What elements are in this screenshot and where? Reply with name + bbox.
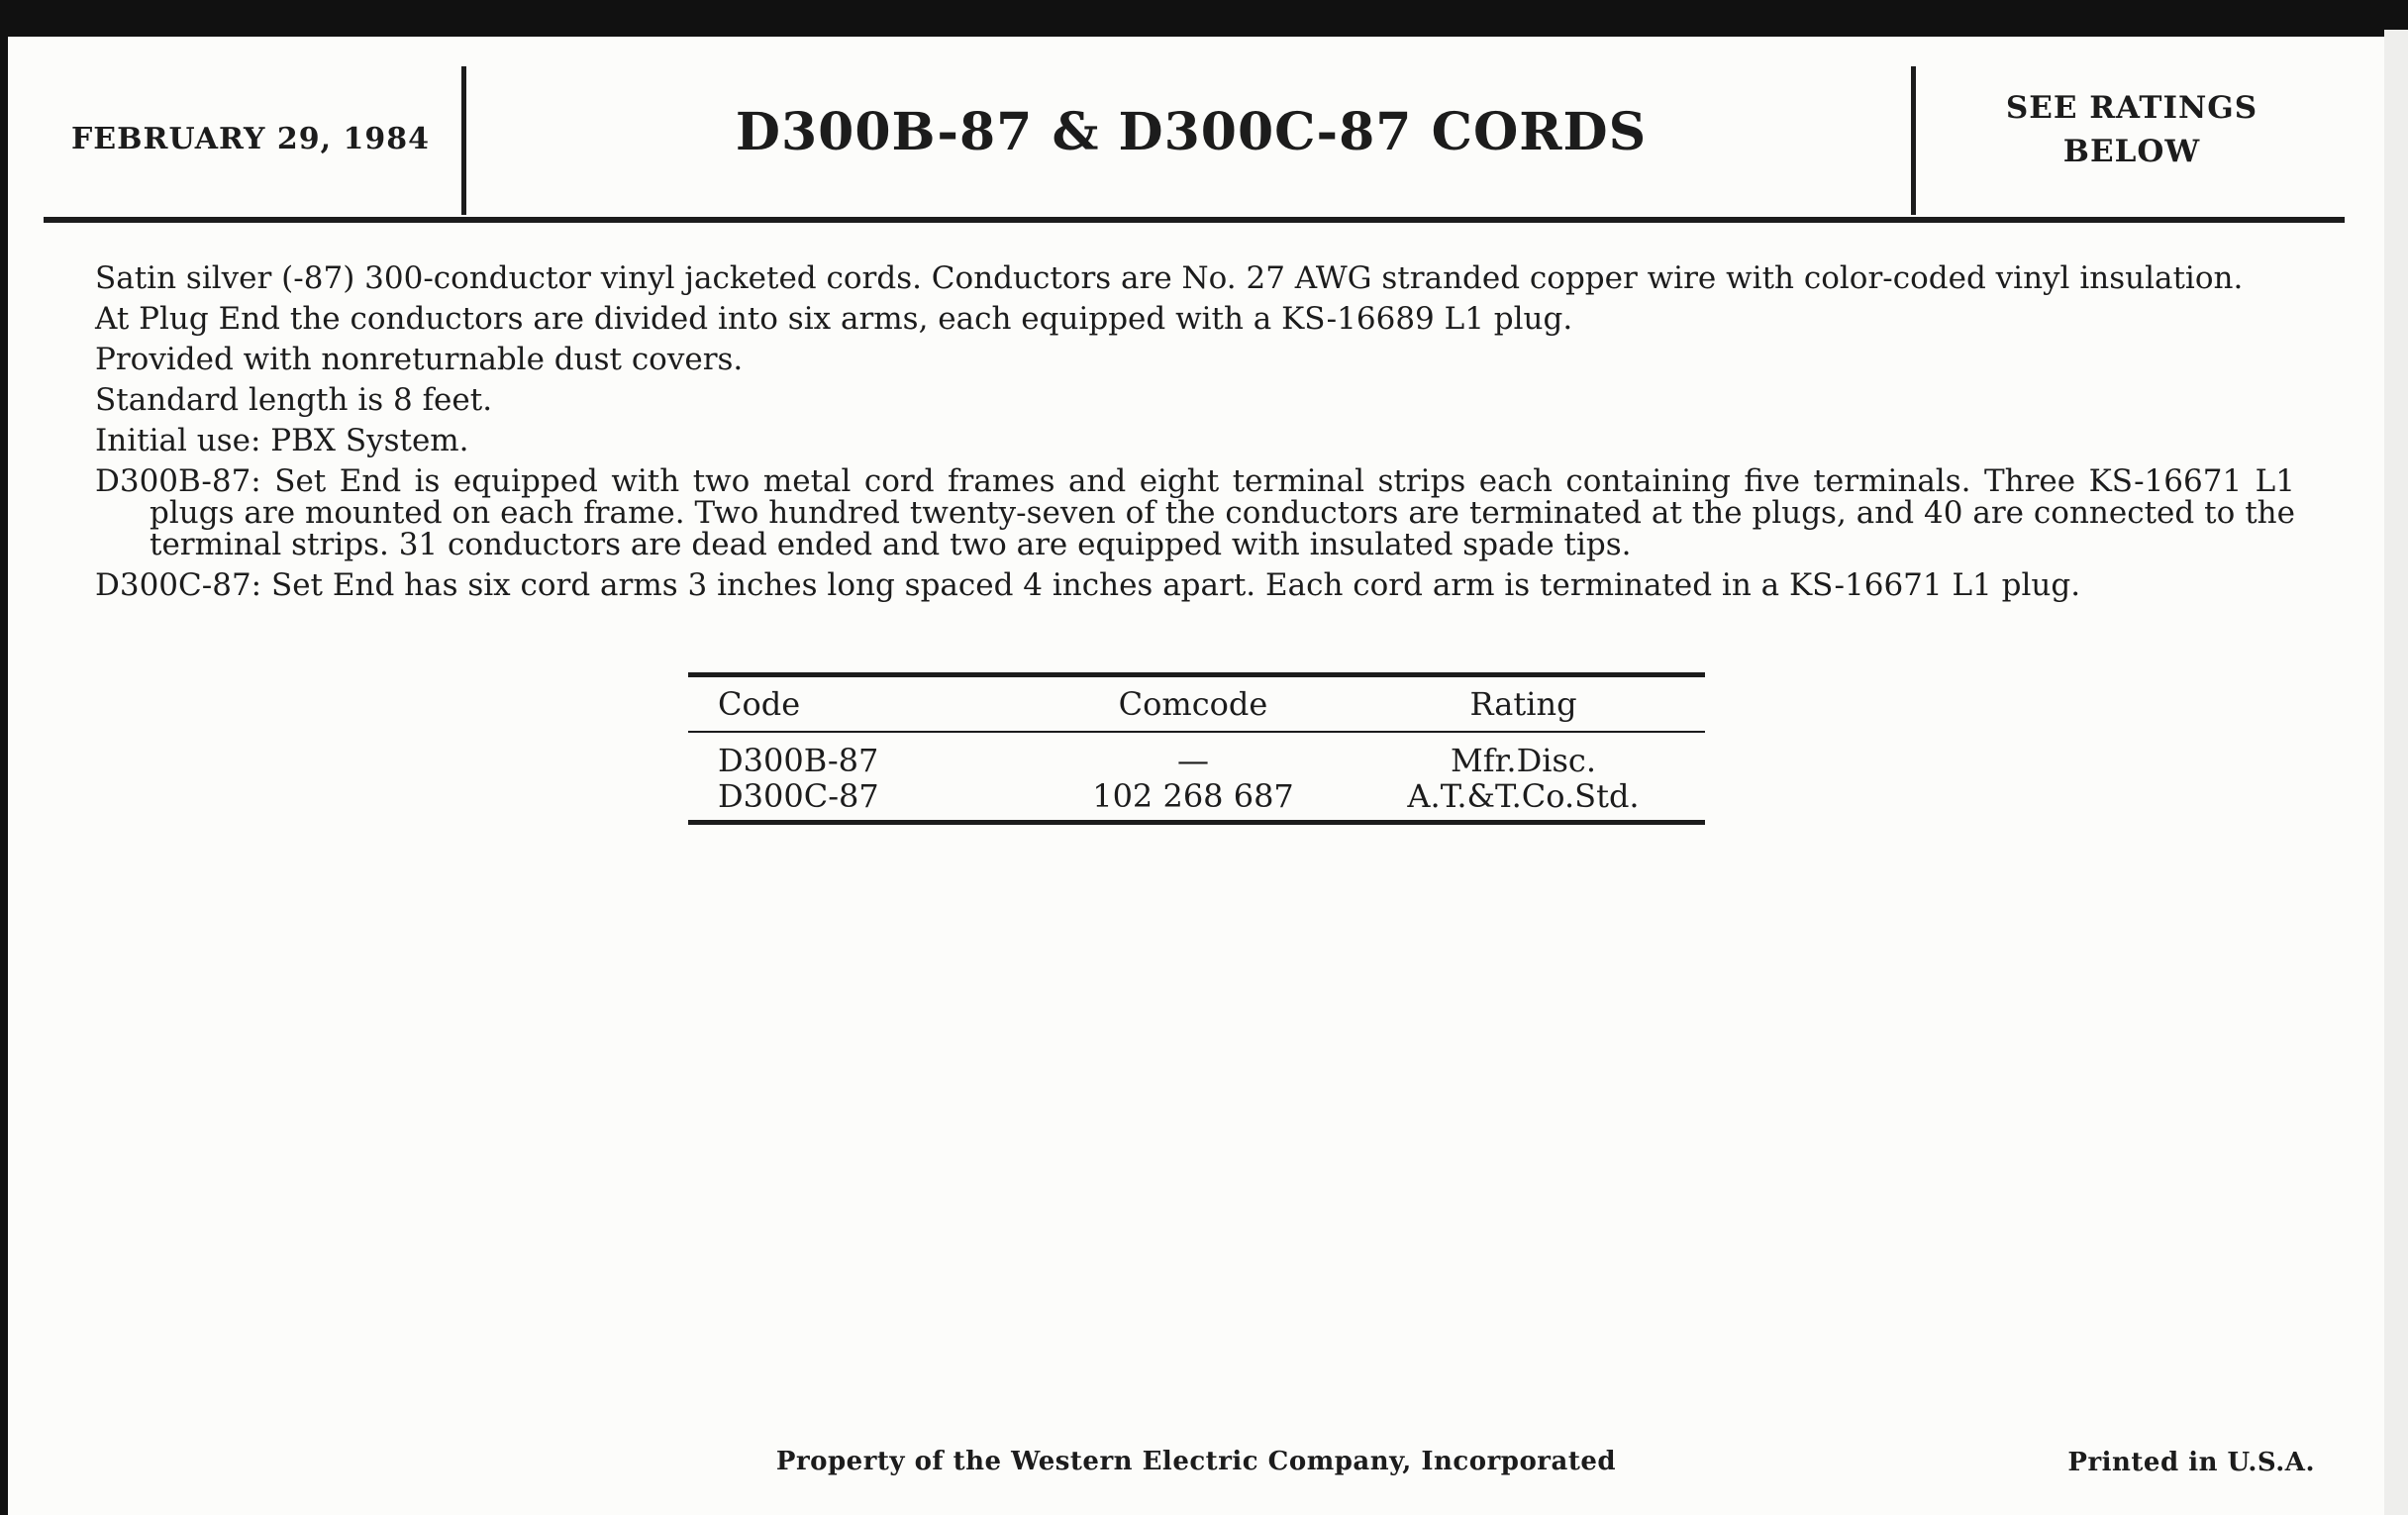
page-edge-shadow bbox=[2384, 30, 2408, 1515]
paragraph-d300c: D300C-87: Set End has six cord arms 3 inches long spaced 4 inches apart. Each cord arm is terminated in a KS-16671 L1 plug. bbox=[95, 567, 2081, 603]
paragraph-plug-end: At Plug End the conductors are divided into six arms, each equipped with a KS-16689 L1 plug. bbox=[95, 301, 1573, 337]
cell-comcode: 102 268 687 bbox=[1092, 777, 1294, 815]
column-header-comcode: Comcode bbox=[1118, 685, 1268, 723]
cell-rating: Mfr.Disc. bbox=[1451, 742, 1596, 779]
rating-note-line-2: BELOW bbox=[2062, 134, 2201, 169]
document-page bbox=[8, 37, 2384, 1515]
header-divider-left bbox=[461, 66, 466, 215]
table-bottom-rule bbox=[688, 820, 1705, 825]
cell-code: D300C-87 bbox=[718, 777, 879, 815]
paragraph-length: Standard length is 8 feet. bbox=[95, 382, 493, 418]
footer-ownership: Property of the Western Electric Company, Incorporated bbox=[775, 1447, 1617, 1476]
ratings-table bbox=[688, 672, 1705, 825]
footer-printed: Printed in U.S.A. bbox=[2067, 1448, 2315, 1477]
table-body bbox=[688, 733, 1705, 820]
table-row bbox=[688, 778, 1705, 814]
header-divider-right bbox=[1911, 66, 1916, 215]
column-header-rating: Rating bbox=[1469, 685, 1577, 723]
paragraph-dust-covers: Provided with nonreturnable dust covers. bbox=[95, 342, 744, 377]
table-header-row bbox=[688, 677, 1705, 731]
rating-note-line-1: SEE RATINGS bbox=[2005, 90, 2258, 126]
header-rating-note bbox=[1924, 86, 2340, 173]
paragraph-d300b: D300B-87: Set End is equipped with two metal cord frames and eight terminal strips each containing five terminals. Three KS-16671 L1 plugs are mounted on each frame. Two hundred twenty-seven of the conductors are terminated at the plugs, and 40 are connected to the terminal strips. 31 conductors are dead ended and two are equipped with insulated spade tips. bbox=[95, 463, 2295, 562]
page-title: D300B-87 & D300C-87 CORDS bbox=[735, 102, 1648, 162]
table-row bbox=[688, 743, 1705, 778]
paragraph-description: Satin silver (-87) 300-conductor vinyl jacketed cords. Conductors are No. 27 AWG stranded copper wire with color-coded vinyl insulation. bbox=[95, 260, 2244, 296]
paragraph-initial-use: Initial use: PBX System. bbox=[95, 423, 469, 458]
header-date: FEBRUARY 29, 1984 bbox=[71, 122, 430, 156]
description-body bbox=[95, 262, 2295, 610]
cell-code: D300B-87 bbox=[718, 742, 879, 779]
cell-rating: A.T.&T.Co.Std. bbox=[1407, 777, 1640, 815]
cell-comcode: — bbox=[1177, 742, 1209, 779]
header-rule bbox=[44, 217, 2345, 223]
column-header-code: Code bbox=[718, 685, 801, 723]
